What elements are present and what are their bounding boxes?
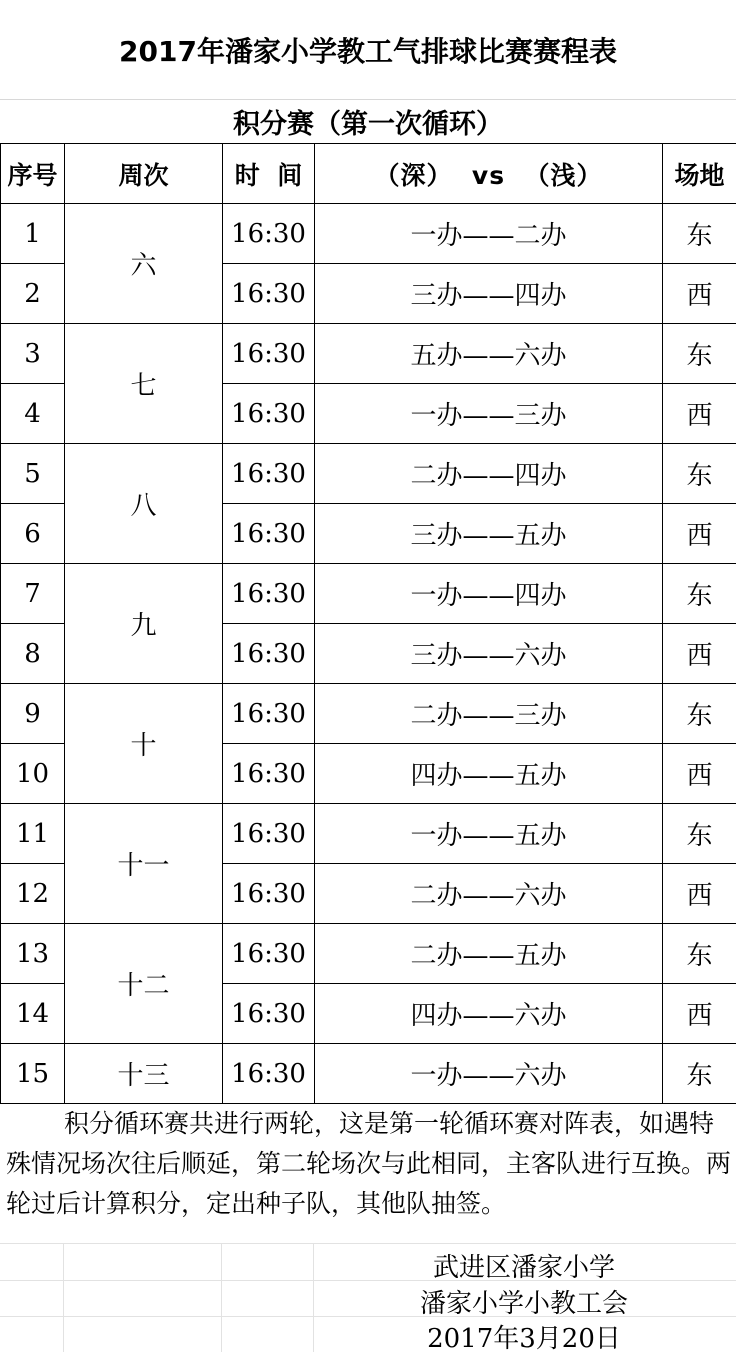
match-cell: 一办——二办 [315,204,663,264]
seq-cell: 9 [1,684,65,744]
venue-cell: 西 [663,264,736,324]
seq-cell: 1 [1,204,65,264]
venue-cell: 西 [663,744,736,804]
signature-school: 武进区潘家小学 [314,1247,734,1284]
time-cell: 16:30 [223,324,315,384]
time-cell: 16:30 [223,624,315,684]
table-row [1,924,736,984]
match-cell: 二办——六办 [315,864,663,924]
match-cell: 二办——五办 [315,924,663,984]
table-row [1,564,736,624]
time-cell: 16:30 [223,744,315,804]
venue-cell: 东 [663,444,736,504]
venue-cell: 西 [663,504,736,564]
match-cell: 二办——四办 [315,444,663,504]
seq-cell: 4 [1,384,65,444]
venue-cell: 东 [663,924,736,984]
match-cell: 四办——六办 [315,984,663,1044]
venue-cell: 西 [663,984,736,1044]
table-row [1,684,736,744]
signature-union: 潘家小学小教工会 [314,1283,734,1320]
time-cell: 16:30 [223,1044,315,1104]
time-cell: 16:30 [223,504,315,564]
match-cell: 四办——五办 [315,744,663,804]
venue-cell: 东 [663,684,736,744]
match-cell: 一办——五办 [315,804,663,864]
week-cell: 十三 [65,1044,223,1104]
seq-cell: 5 [1,444,65,504]
seq-cell: 3 [1,324,65,384]
time-cell: 16:30 [223,984,315,1044]
match-cell: 一办——四办 [315,564,663,624]
week-cell: 十 [65,684,223,804]
venue-cell: 东 [663,804,736,864]
time-cell: 16:30 [223,204,315,264]
table-row [1,204,736,264]
match-cell: 三办——五办 [315,504,663,564]
venue-cell: 西 [663,864,736,924]
seq-cell: 12 [1,864,65,924]
header-match: （深） vs （浅） [315,144,663,204]
time-cell: 16:30 [223,384,315,444]
table-header-row [1,144,736,204]
header-seq: 序号 [1,144,65,204]
seq-cell: 6 [1,504,65,564]
venue-cell: 东 [663,1044,736,1104]
header-week: 周次 [65,144,223,204]
week-cell: 九 [65,564,223,684]
week-cell: 六 [65,204,223,324]
table-row [1,1044,736,1104]
table-row [1,444,736,504]
header-venue: 场地 [663,144,736,204]
match-cell: 一办——三办 [315,384,663,444]
week-cell: 十一 [65,804,223,924]
time-cell: 16:30 [223,444,315,504]
venue-cell: 东 [663,204,736,264]
page-subtitle: 积分赛（第一次循环） [0,100,736,144]
venue-cell: 东 [663,324,736,384]
match-cell: 二办——三办 [315,684,663,744]
week-cell: 七 [65,324,223,444]
venue-cell: 西 [663,624,736,684]
venue-cell: 东 [663,564,736,624]
table-row [1,804,736,864]
seq-cell: 7 [1,564,65,624]
header-time: 时 间 [223,144,315,204]
notes-paragraph: 积分循环赛共进行两轮，这是第一轮循环赛对阵表，如遇特殊情况场次往后顺延，第二轮场次与此相同，主客队进行互换。两轮过后计算积分，定出种子队，其他队抽签。 [6,1104,732,1224]
seq-cell: 2 [1,264,65,324]
match-cell: 三办——六办 [315,624,663,684]
time-cell: 16:30 [223,924,315,984]
match-cell: 一办——六办 [315,1044,663,1104]
seq-cell: 10 [1,744,65,804]
seq-cell: 11 [1,804,65,864]
page-title: 2017年潘家小学教工气排球比赛赛程表 [0,0,736,100]
time-cell: 16:30 [223,684,315,744]
time-cell: 16:30 [223,804,315,864]
match-cell: 五办——六办 [315,324,663,384]
seq-cell: 15 [1,1044,65,1104]
signature-date: 2017年3月20日 [314,1318,734,1355]
time-cell: 16:30 [223,264,315,324]
seq-cell: 13 [1,924,65,984]
match-cell: 三办——四办 [315,264,663,324]
schedule-table [0,143,736,1104]
seq-cell: 8 [1,624,65,684]
week-cell: 十二 [65,924,223,1044]
week-cell: 八 [65,444,223,564]
time-cell: 16:30 [223,564,315,624]
table-row [1,324,736,384]
venue-cell: 西 [663,384,736,444]
time-cell: 16:30 [223,864,315,924]
seq-cell: 14 [1,984,65,1044]
